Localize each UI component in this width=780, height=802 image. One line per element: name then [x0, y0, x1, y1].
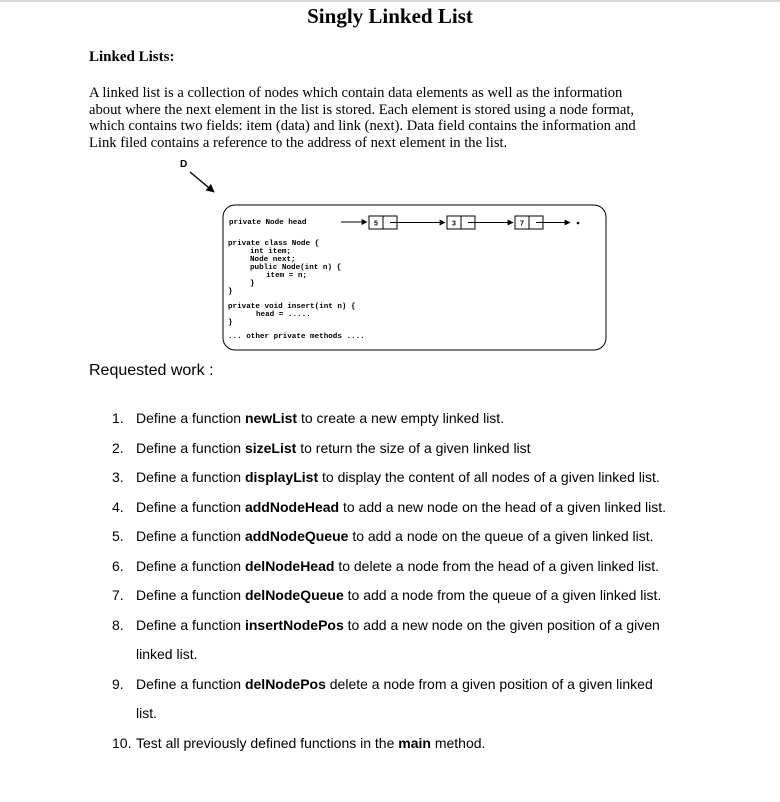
diagram-svg — [170, 152, 615, 357]
list-item: 7. Define a function delNodeQueue to add a node from the queue of a given linked list. — [112, 581, 712, 611]
task-list — [112, 404, 712, 758]
list-item: 3. Define a function displayList to display the content of all nodes of a given linked list. — [112, 463, 712, 493]
node-value: 7 — [520, 220, 524, 228]
function-name: sizeList — [244, 439, 297, 456]
paragraph-line: about where the next element in the list is stored. Each element is stored using a node format, — [89, 101, 635, 118]
function-name: newList — [244, 410, 298, 426]
task-continuation: list. — [136, 705, 157, 721]
paragraph-line: Link filed contains a reference to the address of next element in the list. — [89, 134, 508, 151]
list-item: 8. Define a function insertNodePos to add a new node on the given position of a given linked list. — [112, 611, 712, 670]
code-line: public Node(int n) { — [250, 264, 342, 272]
code-line: ... other private methods .... — [228, 333, 365, 341]
task-number: 7. — [112, 587, 124, 603]
code-line: item = n; — [266, 272, 308, 280]
task-number: 9. — [112, 675, 124, 692]
task-number: 10. — [112, 734, 132, 751]
list-item: 4. Define a function addNodeHead to add a new node on the head of a given linked list. — [112, 493, 712, 523]
task-number: 5. — [112, 528, 124, 544]
code-line: head = ..... — [256, 311, 311, 319]
intro-paragraph — [89, 85, 679, 151]
paragraph-line: which contains two fields: item (data) and link (next). Data field contains the information and — [89, 118, 636, 135]
page-title: Singly Linked List — [307, 4, 473, 28]
code-line: } — [228, 288, 233, 296]
requested-work-heading: Requested work : — [89, 362, 214, 379]
list-item: 2. Define a function sizeList to return the size of a given linked list — [112, 434, 712, 464]
code-line: } — [250, 280, 255, 288]
function-name: delNodePos — [244, 675, 326, 692]
task-number: 8. — [112, 616, 124, 633]
task-number: 1. — [112, 410, 124, 426]
node-value: 3 — [452, 220, 456, 228]
list-item: 10. Test all previously defined functions in the main method. — [112, 729, 712, 759]
top-border — [0, 0, 780, 2]
function-name: addNodeHead — [244, 498, 340, 515]
list-item: 1. Define a function newList to create a new empty linked list. — [112, 404, 712, 434]
code-line: private class Node { — [228, 240, 320, 248]
code-line: private void insert(int n) { — [228, 303, 356, 311]
code-line: Node next; — [250, 256, 296, 264]
code-line: int item; — [250, 248, 292, 256]
function-name: delNodeQueue — [244, 587, 344, 603]
list-item: 9. Define a function delNodePos delete a node from a given position of a given linked list. — [112, 670, 712, 729]
function-name: main — [398, 734, 431, 751]
code-line: } — [228, 319, 233, 327]
function-name: addNodeQueue — [244, 528, 349, 544]
null-terminator — [577, 222, 580, 225]
linked-list-diagram — [170, 152, 615, 357]
paragraph-line: A linked list is a collection of nodes which contain data elements as well as the information — [89, 85, 623, 101]
task-continuation: linked list. — [136, 646, 198, 662]
function-name: delNodeHead — [244, 557, 335, 574]
list-item: 5. Define a function addNodeQueue to add a node on the queue of a given linked list. — [112, 522, 712, 552]
pointer-label: D — [180, 159, 188, 170]
task-number: 4. — [112, 498, 124, 515]
function-name: displayList — [244, 469, 319, 485]
task-number: 3. — [112, 469, 124, 485]
list-item: 6. Define a function delNodeHead to delete a node from the head of a given linked list. — [112, 552, 712, 582]
code-block — [228, 219, 365, 341]
pointer-arrow — [190, 172, 214, 192]
function-name: insertNodePos — [244, 616, 344, 633]
section-heading: Linked Lists: — [89, 49, 175, 65]
code-line: private Node head — [229, 219, 307, 227]
task-number: 6. — [112, 557, 124, 574]
node-value: 5 — [374, 220, 378, 228]
task-number: 2. — [112, 439, 124, 456]
